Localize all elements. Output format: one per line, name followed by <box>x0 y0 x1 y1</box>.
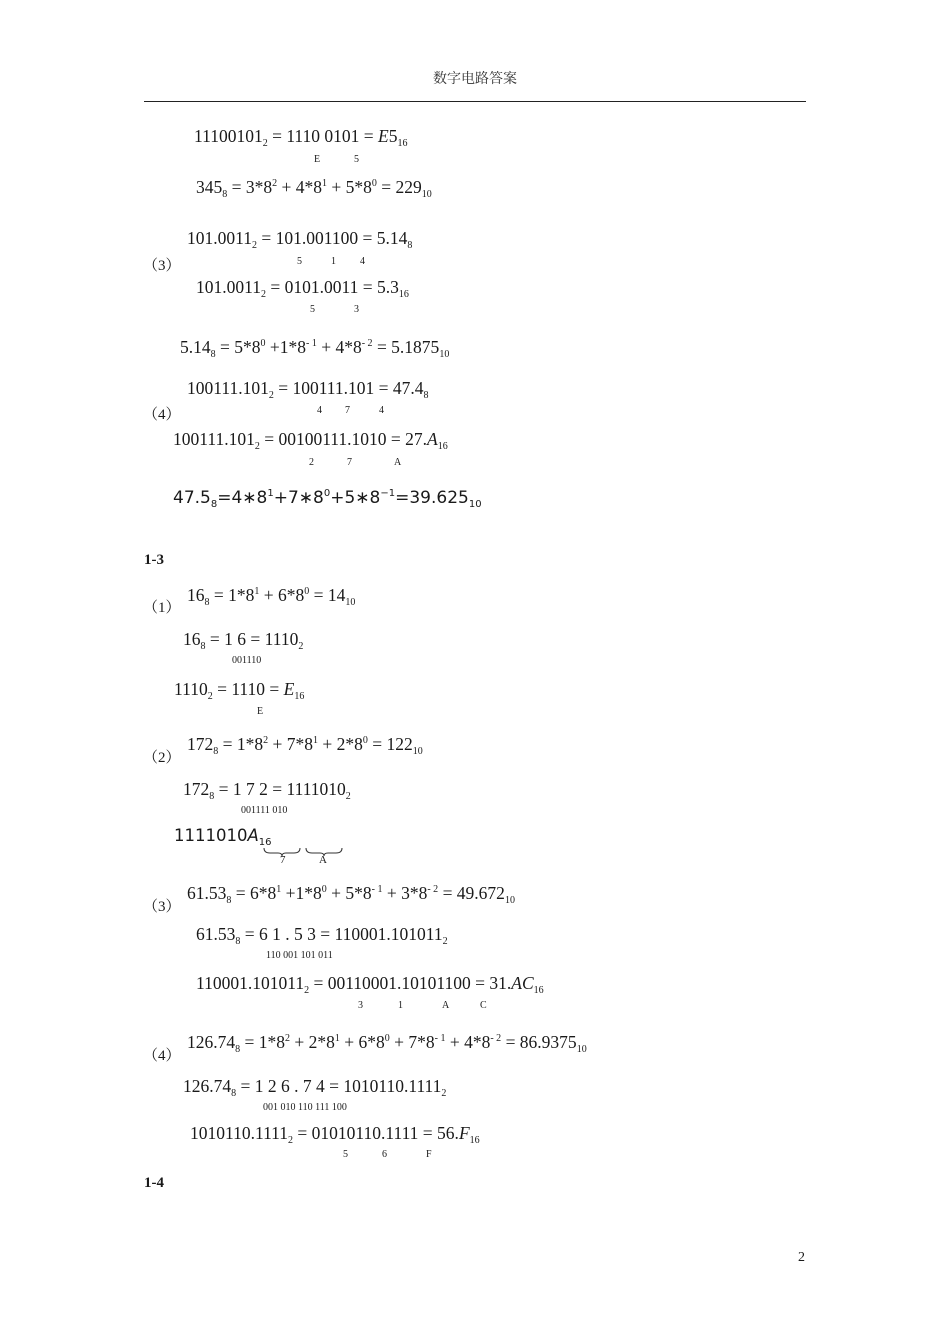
item-label: （4） <box>143 407 181 423</box>
eq-text: = 1*8 <box>209 585 255 605</box>
eq-sup: 1 <box>254 586 260 597</box>
brace-label: 5 <box>310 304 315 315</box>
eq-text: 110001.101011 <box>196 973 305 993</box>
eq-sup: - 1 <box>371 884 383 895</box>
equation-line <box>174 828 272 848</box>
eq-sub: 8 <box>407 240 413 251</box>
eq-sup: 1 <box>322 178 327 189</box>
eq-sub: 8 <box>231 1088 237 1099</box>
eq-sup: 0 <box>384 1033 390 1044</box>
eq-sub: 8 <box>235 936 241 947</box>
eq-sub: 10 <box>504 895 515 906</box>
brace-label: 001111 010 <box>241 805 288 816</box>
eq-text: 126.74 <box>187 1032 236 1052</box>
eq-text: = 1 2 6 . 7 4 = 1010110.1111 <box>236 1076 442 1096</box>
eq-text: = 5.1875 <box>372 337 440 357</box>
item-label: （3） <box>143 258 181 274</box>
eq-sup: −1 <box>380 488 396 499</box>
brace-label: 4 <box>360 256 365 267</box>
eq-text: = 1110 = <box>212 679 284 699</box>
eq-text: 100111.101 <box>173 429 255 449</box>
eq-text: = 5*8 <box>215 337 261 357</box>
eq-sub: 16 <box>469 1135 480 1146</box>
eq-sub: 10 <box>421 189 432 200</box>
eq-sup: 2 <box>285 1033 290 1044</box>
eq-sub: 8 <box>204 597 210 608</box>
equation-line <box>187 230 412 251</box>
eq-sup: - 2 <box>361 338 373 349</box>
equation-line <box>180 339 449 360</box>
eq-sup: 0 <box>304 586 310 597</box>
eq-sub: 2 <box>251 240 257 251</box>
equation-line <box>173 489 482 510</box>
eq-text: = 00100111.1010 = 27. <box>259 429 428 449</box>
brace-label: 5 <box>343 1149 348 1160</box>
eq-text: = 1 6 = 1110 <box>205 629 299 649</box>
eq-text: = 1*8 <box>218 734 264 754</box>
section-heading: 1-3 <box>144 552 164 568</box>
eq-sup: 0 <box>371 178 377 189</box>
equation-line <box>196 926 448 947</box>
eq-text: A <box>427 429 438 449</box>
item-label: （1） <box>143 600 181 616</box>
equation-line <box>187 587 355 608</box>
eq-text: 1111010 <box>174 826 248 845</box>
eq-text: = 0101.0011 = 5.3 <box>265 277 399 297</box>
eq-text: E <box>283 679 295 699</box>
brace-label: 5 <box>354 154 359 165</box>
eq-text: =4∗8 <box>217 488 268 508</box>
brace-label: 7 <box>347 457 352 468</box>
eq-sup: 1 <box>313 735 318 746</box>
eq-text: + 3*8 <box>382 883 428 903</box>
eq-text: = 229 <box>376 177 422 197</box>
eq-sup: 0 <box>362 735 368 746</box>
eq-text: = 6*8 <box>231 883 277 903</box>
eq-text: 11100101 <box>194 126 263 146</box>
brace-label: 2 <box>309 457 314 468</box>
eq-text: + 4*8 <box>445 1032 491 1052</box>
brace-label: 5 <box>297 256 302 267</box>
eq-text: + 4*8 <box>277 177 322 197</box>
eq-text: + 7*8 <box>268 734 313 754</box>
brace-label: 1 <box>398 1000 403 1011</box>
eq-sub: 2 <box>304 985 310 996</box>
eq-sub: 10 <box>439 349 450 360</box>
page-number: 2 <box>798 1250 805 1265</box>
eq-sup: - 2 <box>490 1033 502 1044</box>
eq-text: 172 <box>183 779 210 799</box>
eq-sub: 8 <box>222 189 228 200</box>
eq-text: = 14 <box>309 585 346 605</box>
equation-line <box>183 631 303 652</box>
eq-sub: 2 <box>345 791 351 802</box>
eq-sub: 8 <box>200 641 206 652</box>
eq-text: +1*8 <box>281 883 322 903</box>
eq-text: = 00110001.10101100 = 31. <box>309 973 512 993</box>
equation-line <box>183 1078 446 1099</box>
eq-text: 47.5 <box>173 488 211 508</box>
eq-sub: 8 <box>235 1044 241 1055</box>
eq-sub: 2 <box>268 390 274 401</box>
eq-sup: 1 <box>276 884 282 895</box>
eq-text: + 2*8 <box>318 734 363 754</box>
eq-sub: 10 <box>345 597 356 608</box>
eq-sub: 8 <box>210 349 216 360</box>
eq-text: +7∗8 <box>273 488 324 508</box>
eq-sub: 16 <box>533 985 544 996</box>
eq-text: F <box>458 1123 470 1143</box>
eq-sup: - 2 <box>427 884 439 895</box>
eq-text: = 49.672 <box>438 883 505 903</box>
brace-label: 7 <box>345 405 350 416</box>
equation-line <box>187 885 515 906</box>
brace-label: 4 <box>317 405 322 416</box>
eq-text: 5 <box>388 126 398 146</box>
brace-label: 1 <box>331 256 336 267</box>
eq-sup: 0 <box>323 488 331 499</box>
eq-sub: 2 <box>298 641 304 652</box>
eq-text: 61.53 <box>187 883 227 903</box>
eq-text: = 3*8 <box>227 177 273 197</box>
eq-text: 1010110.1111 <box>190 1123 289 1143</box>
eq-sub: 16 <box>397 138 408 149</box>
eq-text: +5∗8 <box>330 488 381 508</box>
brace-label: E <box>257 706 264 717</box>
eq-sub: 10 <box>412 746 423 757</box>
brace-label: A <box>442 1000 450 1011</box>
eq-text: 100111.101 <box>187 378 269 398</box>
eq-sub: 2 <box>288 1135 294 1146</box>
eq-sub: 2 <box>254 441 260 452</box>
brace-label: 001 010 110 111 100 <box>263 1102 347 1113</box>
eq-text: +1*8 <box>265 337 306 357</box>
eq-text: 16 <box>183 629 201 649</box>
eq-sup: - 1 <box>306 338 317 349</box>
eq-text: + 4*8 <box>316 337 362 357</box>
item-label: （2） <box>143 750 181 766</box>
eq-sup: 1 <box>334 1033 340 1044</box>
eq-sub: 2 <box>441 1088 447 1099</box>
eq-sub: 8 <box>209 791 215 802</box>
equation-line <box>183 781 351 802</box>
eq-sup: - 1 <box>434 1033 446 1044</box>
eq-text: = 1110 0101 = <box>267 126 379 146</box>
eq-text: = 101.001100 = 5.14 <box>256 228 408 248</box>
eq-text: = 1 7 2 = 1111010 <box>214 779 346 799</box>
brace-label: A <box>319 854 327 866</box>
eq-sub: 2 <box>260 289 266 300</box>
eq-text: 345 <box>196 177 223 197</box>
eq-text: + 6*8 <box>259 585 305 605</box>
eq-text: + 5*8 <box>327 177 372 197</box>
eq-text: + 7*8 <box>389 1032 435 1052</box>
brace-label: 4 <box>379 405 384 416</box>
page-header-title: 数字电路答案 <box>433 72 517 87</box>
eq-text: 1110 <box>174 679 208 699</box>
underbrace-graphic <box>262 846 346 856</box>
brace-label: A <box>394 457 402 468</box>
brace-label: 110 001 101 011 <box>266 950 333 961</box>
item-label: （3） <box>143 899 181 915</box>
eq-text: = 01010110.1111 = 56. <box>293 1123 459 1143</box>
eq-text: = 6 1 . 5 3 = 110001.101011 <box>240 924 443 944</box>
eq-sub: 8 <box>423 390 429 401</box>
header-rule <box>144 101 806 102</box>
equation-line <box>196 179 432 200</box>
eq-text: + 5*8 <box>326 883 372 903</box>
eq-text: = 86.9375 <box>501 1032 577 1052</box>
eq-text: A <box>247 826 259 845</box>
eq-sub: 8 <box>210 499 218 510</box>
eq-sub: 8 <box>226 895 232 906</box>
equation-line <box>187 1034 587 1055</box>
eq-text: =39.625 <box>395 488 469 508</box>
eq-text: + 6*8 <box>339 1032 385 1052</box>
equation-line <box>196 279 409 300</box>
eq-text: 16 <box>187 585 205 605</box>
item-label: （4） <box>143 1048 181 1064</box>
brace-label: 3 <box>354 304 359 315</box>
eq-sub: 16 <box>437 441 448 452</box>
eq-sub: 2 <box>262 138 268 149</box>
equation-line <box>187 380 429 401</box>
eq-sup: 0 <box>260 338 266 349</box>
eq-sub: 16 <box>258 837 272 848</box>
brace-label: 7 <box>280 854 286 866</box>
eq-text: = 1*8 <box>240 1032 285 1052</box>
eq-sup: 2 <box>272 178 278 189</box>
eq-sub: 16 <box>294 691 305 702</box>
eq-sub: 2 <box>442 936 448 947</box>
eq-sup: 1 <box>267 488 274 499</box>
equation-line <box>173 431 448 452</box>
brace-label: E <box>314 154 321 165</box>
eq-text: E <box>378 126 389 146</box>
section-heading: 1-4 <box>144 1175 164 1191</box>
eq-sub: 10 <box>576 1044 587 1055</box>
equation-line <box>194 128 407 149</box>
eq-text: 101.0011 <box>196 277 261 297</box>
equation-line <box>190 1125 480 1146</box>
equation-line <box>187 736 423 757</box>
eq-text: AC <box>511 973 534 993</box>
eq-text: + 2*8 <box>290 1032 335 1052</box>
eq-sup: 0 <box>321 884 327 895</box>
eq-text: 126.74 <box>183 1076 232 1096</box>
eq-sub: 8 <box>213 746 219 757</box>
equation-line <box>174 681 304 702</box>
eq-text: = 122 <box>367 734 413 754</box>
eq-sub: 16 <box>398 289 409 300</box>
brace-label: C <box>480 1000 487 1011</box>
eq-text: = 100111.101 = 47.4 <box>273 378 424 398</box>
eq-sub: 10 <box>468 499 482 510</box>
eq-sup: 2 <box>263 735 269 746</box>
brace-label: 001110 <box>232 655 262 666</box>
brace-label: 3 <box>358 1000 363 1011</box>
eq-text: 61.53 <box>196 924 236 944</box>
eq-sub: 2 <box>207 691 213 702</box>
brace-label: 6 <box>382 1149 387 1160</box>
eq-text: 172 <box>187 734 214 754</box>
eq-text: 101.0011 <box>187 228 252 248</box>
brace-label: F <box>426 1149 432 1160</box>
equation-line <box>196 975 544 996</box>
eq-text: 5.14 <box>180 337 211 357</box>
